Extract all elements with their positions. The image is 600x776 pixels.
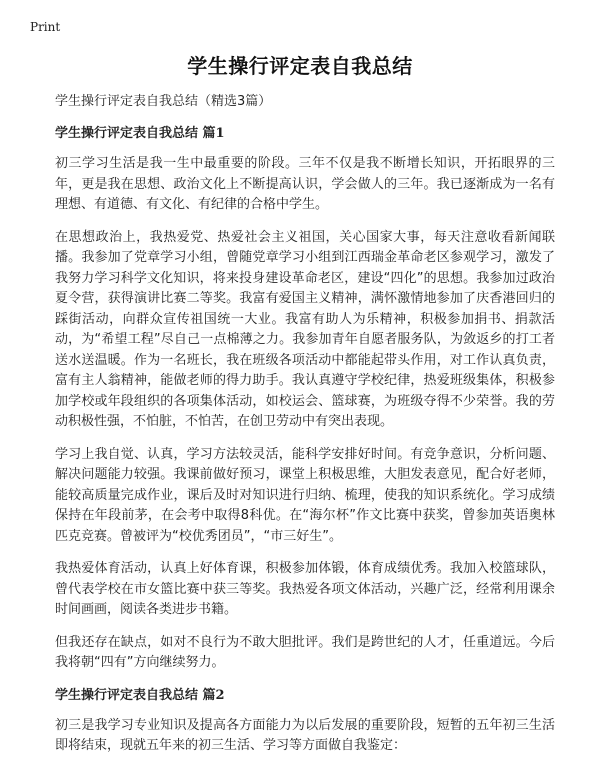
section-2	[55, 686, 555, 757]
paragraph: 但我还存在缺点，如对不良行为不敢大胆批评。我们是跨世纪的人才，任重道远。今后我将朝“四有”方向继续努力。	[55, 634, 555, 670]
page-title: 学生操行评定表自我总结	[187, 54, 413, 78]
section-heading: 学生操行评定表自我总结 篇1	[55, 126, 225, 141]
document-body	[55, 92, 555, 769]
document-subtitle: 学生操行评定表自我总结（精选3篇）	[55, 94, 272, 109]
paragraph: 初三学习生活是我一生中最重要的阶段。三年不仅是我不断增长知识，开拓眼界的三年，更是我在思想、政治文化上不断提高认识，学会做人的三年。我已逐渐成为一名有理想、有道德、有文化、有纪律的合格中学生。	[55, 156, 555, 212]
paragraph: 我热爱体育活动，认真上好体育课，积极参加体锻，体育成绩优秀。我加入校篮球队，曾代表学校在市女篮比赛中获三等奖。我热爱各项文体活动，兴趣广泛，经常利用课余时间画画，阅读各类进步书籍。	[55, 561, 555, 617]
print-link[interactable]: Print	[30, 20, 61, 34]
paragraph: 在思想政治上，我热爱党、热爱社会主义祖国，关心国家大事，每天注意收看新闻联播。我参加了党章学习小组，曾随党章学习小组到江西瑞金革命老区参观学习，激发了我努力学习科学文化知识，将来投身建设革命老区，建设“四化”的思想。我参加过政治夏令营，获得演讲比赛二等奖。我富有爱国主义精神，满怀激情地参加了庆香港回归的踩街活动，向群众宣传祖国统一大业。我富有助人为乐精神，积极参加捐书、捐款活动，为“希望工程”尽自己一点棉薄之力。我参加青年自愿者服务队，为敛返乡的打工者送水送温暖。作为一名班长，我在班级各项活动中都能起带头作用，对工作认真负责，富有主人翁精神，能做老师的得力助手。我认真遵守学校纪律，热爱班级集体，积极参加学校或年段组织的各项集体活动，如校运会、篮球赛，为班级夺得不少荣誉。我的劳动积极性强，不怕脏，不怕苦，在创卫劳动中有突出表现。	[55, 229, 555, 429]
section-1	[55, 124, 555, 674]
section-heading: 学生操行评定表自我总结 篇2	[55, 687, 225, 703]
paragraph: 初三是我学习专业知识及提高各方面能力为以后发展的重要阶段，短暂的五年初三生活即将结束，现就五年来的初三生活、学习等方面做自我鉴定：	[55, 717, 555, 753]
paragraph: 学习上我自觉、认真，学习方法较灵活，能科学安排好时间。有竞争意识，分析问题、解决问题能力较强。我课前做好预习，课堂上积极思维，大胆发表意见，配合好老师，能较高质量完成作业，课后及时对知识进行归纳、梳理，使我的知识系统化。学习成绩保持在年段前茅，在会考中取得8科优。在“海尔杯”作文比赛中获奖，曾参加英语奥林匹克竞赛。曾被评为“校优秀团员”，“市三好生”。	[55, 446, 555, 544]
